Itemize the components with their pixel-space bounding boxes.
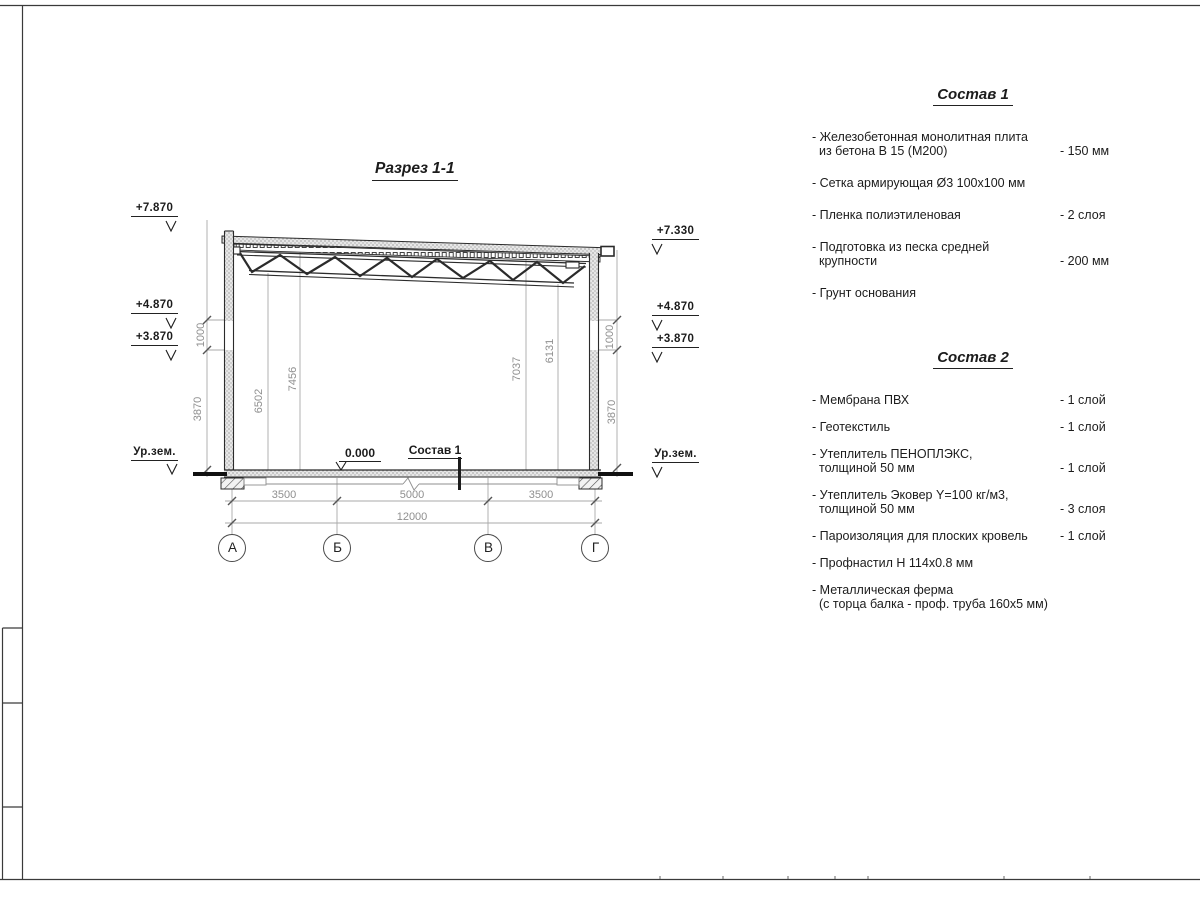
dim-7037: 7037 bbox=[511, 356, 523, 382]
elevation-left-4870: +4.870 bbox=[131, 299, 178, 314]
list-item: - Мембрана ПВХ - 1 слой bbox=[812, 393, 1106, 407]
list-item: - Железобетонная монолитная плита из бетона В 15 (М200) - 150 мм bbox=[812, 130, 1110, 158]
dim-3500-left: 3500 bbox=[271, 489, 297, 501]
list-item: - Утеплитель ПЕНОПЛЭКС, толщиной 50 мм - 1 слой bbox=[812, 447, 1106, 475]
list-item: - Пароизоляция для плоских кровель - 1 слой bbox=[812, 529, 1106, 543]
zero-level-label: 0.000 bbox=[339, 446, 381, 462]
floor-composition-label: Состав 1 bbox=[408, 443, 462, 457]
axis-bubbles bbox=[219, 535, 609, 562]
title-block-ticks bbox=[660, 876, 1090, 879]
footing-right bbox=[579, 478, 602, 489]
elevation-right-3870: +3.870 bbox=[652, 333, 699, 348]
axis-bubble-a: А bbox=[227, 540, 237, 555]
dim-12000: 12000 bbox=[396, 511, 428, 523]
dim-left-3870: 3870 bbox=[192, 396, 204, 422]
ground-level-right: Ур.зем. bbox=[652, 448, 699, 463]
wall-right bbox=[590, 253, 599, 470]
footing-pad-left bbox=[244, 478, 266, 485]
composition-2-heading: Состав 2 bbox=[812, 349, 1134, 369]
floor-slab bbox=[224, 470, 601, 477]
elevation-left-7870: +7.870 bbox=[131, 202, 178, 217]
composition-1-block bbox=[812, 86, 1134, 318]
wall-left bbox=[225, 231, 234, 470]
dim-right-3870: 3870 bbox=[606, 399, 618, 425]
floor bbox=[193, 470, 633, 489]
elevation-left-3870: +3.870 bbox=[131, 331, 178, 346]
list-item: - Профнастил Н 114x0.8 мм bbox=[812, 556, 974, 570]
dim-left-1000: 1000 bbox=[195, 322, 207, 348]
truss-support-right bbox=[566, 262, 579, 268]
section-title: Разрез 1-1 bbox=[372, 160, 458, 181]
zero-level-arrow bbox=[336, 462, 346, 470]
roof-fascia bbox=[601, 247, 614, 257]
footing-pad-right bbox=[557, 478, 579, 485]
list-item: - Грунт основания bbox=[812, 286, 917, 300]
elevation-right-7330: +7.330 bbox=[652, 225, 699, 240]
footing-left bbox=[221, 478, 244, 489]
dim-3500-right: 3500 bbox=[528, 489, 554, 501]
composition-2-block bbox=[812, 349, 1134, 624]
dim-5000: 5000 bbox=[399, 489, 425, 501]
list-item: - Сетка армирующая Ø3 100x100 мм bbox=[812, 176, 1026, 190]
dim-6502: 6502 bbox=[253, 388, 265, 414]
ground-level-left: Ур.зем. bbox=[131, 446, 178, 461]
axis-bubble-g: Г bbox=[591, 540, 600, 555]
axis-bubble-v: В bbox=[483, 540, 493, 555]
list-item: - Металлическая ферма (с торца балка - проф. труба 160x5 мм) bbox=[812, 583, 1048, 611]
dim-7456: 7456 bbox=[287, 366, 299, 392]
list-item: - Пленка полиэтиленовая - 2 слоя bbox=[812, 208, 1106, 222]
axis-bubble-b: Б bbox=[333, 540, 342, 555]
composition-1-heading: Состав 1 bbox=[812, 86, 1134, 106]
list-item: - Утеплитель Эковер Y=100 кг/м3, толщиной 50 мм - 3 слоя bbox=[812, 488, 1106, 516]
list-item: - Подготовка из песка средней крупности - 200 мм bbox=[812, 240, 1110, 268]
list-item: - Геотекстиль - 1 слой bbox=[812, 420, 1106, 434]
elevation-right-4870: +4.870 bbox=[652, 301, 699, 316]
dim-right-1000: 1000 bbox=[604, 324, 616, 350]
dimension-lines bbox=[207, 220, 617, 535]
dim-6131: 6131 bbox=[544, 338, 556, 364]
